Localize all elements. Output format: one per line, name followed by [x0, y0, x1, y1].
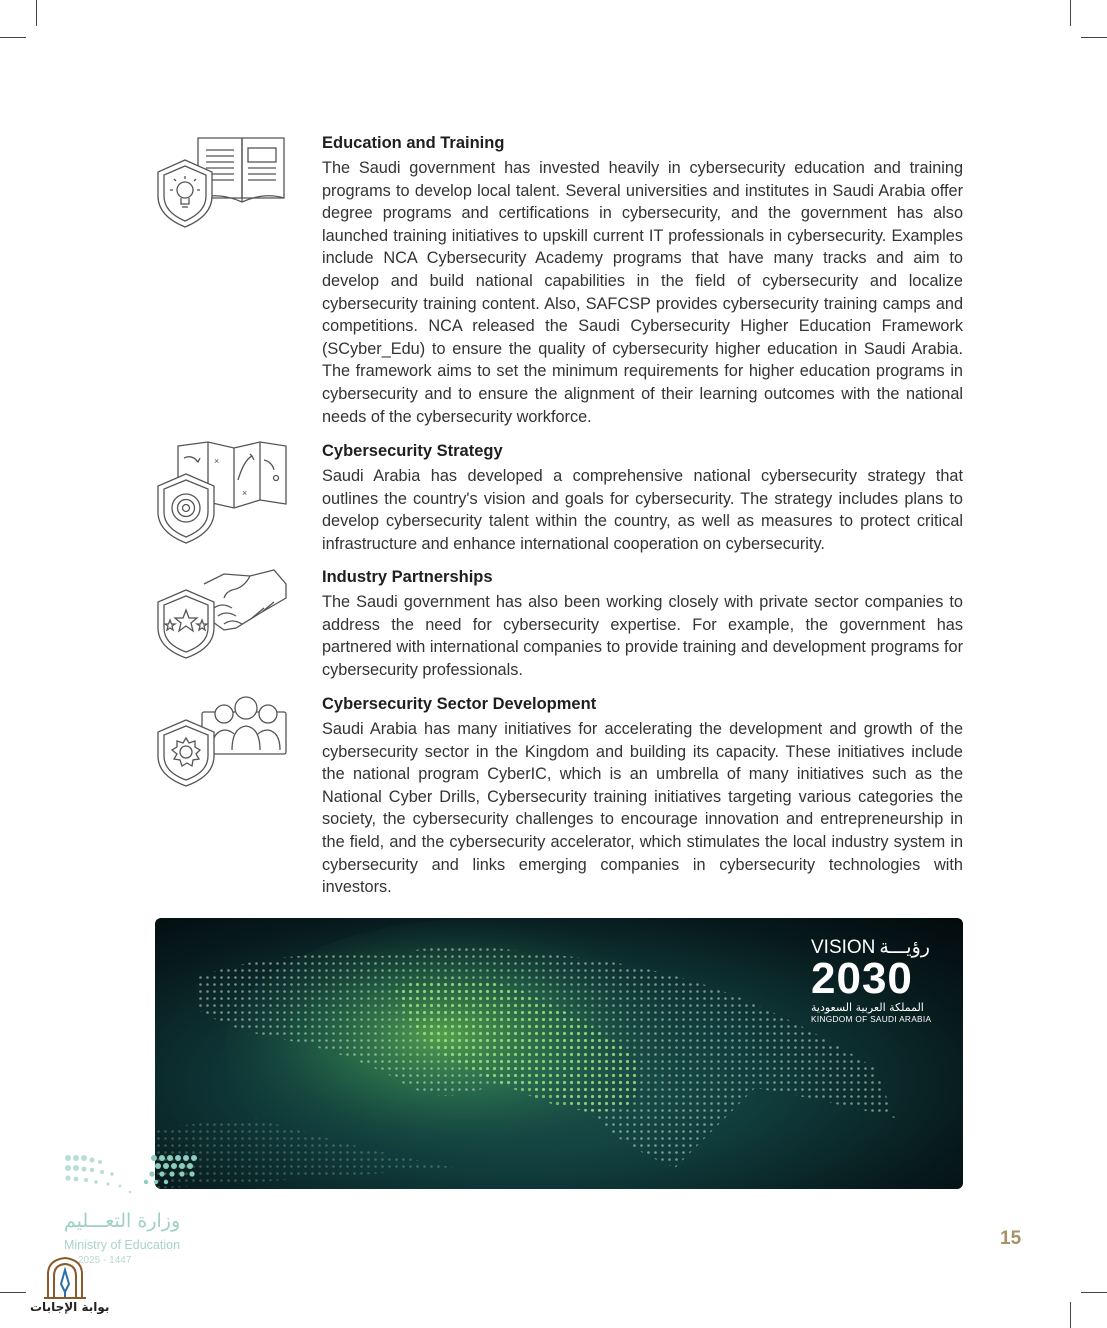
ministry-name-en: Ministry of Education [64, 1238, 181, 1252]
crop-mark [1070, 0, 1071, 26]
section-cybersecurity-strategy [322, 441, 963, 555]
svg-text:×: × [214, 456, 220, 466]
section-title: Cybersecurity Strategy [322, 442, 503, 460]
body-line: cybersecurity training content. Also, SAFCSP provides cybersecurity training camps [322, 294, 936, 313]
section-education-training [322, 133, 963, 428]
page-number: 15 [1000, 1228, 1022, 1249]
vision-label-ar: رؤيـــة [879, 936, 930, 958]
body-line: Saudi Arabia has developed a comprehensive national cybersecurity strategy that [322, 467, 963, 485]
body-line: programs to develop local talent. Several universities and institutes in Saudi Arabia [322, 181, 931, 200]
ministry-name-ar: وزارة التعـــليم [64, 1210, 181, 1232]
body-line: critical infrastructure and enhance international cooperation on cybersecurity. [322, 512, 963, 553]
body-line: offer degree programs and certifications in cybersecurity, and the government has [322, 181, 963, 223]
body-line: categories the society, the cybersecurity challenges to encourage innovation and [322, 787, 963, 829]
vision-label: VISION [811, 937, 876, 958]
sector-shield-gear-people-icon [152, 694, 290, 788]
section-industry-partnerships [322, 567, 963, 681]
section-body [322, 465, 963, 555]
body-line: also launched training initiatives to upskill current IT professionals in cybersecurity. [322, 204, 963, 245]
vision-year: 2030 [811, 954, 913, 1003]
body-line: to address the need for cybersecurity expertise. For example, the government has [322, 593, 963, 634]
section-sector-development [322, 694, 963, 899]
body-line: (SCyber_Edu) to ensure the quality of cybersecurity higher education in Saudi Arabia. [322, 339, 963, 358]
answers-portal-logo-icon [44, 1256, 86, 1300]
kingdom-name-en: KINGDOM OF SAUDI ARABIA [811, 1014, 932, 1024]
education-shield-book-icon [152, 134, 288, 230]
section-title: Cybersecurity Sector Development [322, 695, 597, 713]
kingdom-name-ar: المملكة العربية السعودية [811, 1001, 924, 1014]
body-line: in cybersecurity and to ensure the alignment of their learning outcomes with the [322, 362, 963, 403]
answers-portal-name: بوابة الإجابات [30, 1300, 110, 1314]
body-line: include the national program CyberIC, which is an umbrella of many initiatives such [322, 742, 963, 784]
body-line: The Saudi government has invested heavily in cybersecurity education and training [322, 159, 963, 177]
body-line: Examples include NCA Cybersecurity Academy programs that have many tracks and [322, 226, 963, 268]
section-body [322, 718, 963, 899]
crop-mark [1081, 1292, 1107, 1293]
body-line: as the National Cyber Drills, Cybersecurity training initiatives targeting various [322, 765, 963, 806]
crop-mark [1070, 1302, 1071, 1328]
body-line: The Saudi government has also been working closely with private sector companies [322, 593, 950, 611]
body-line: and competitions. NCA released the Saudi Cybersecurity Higher Education Framework [322, 294, 963, 336]
body-line: aim to develop and build national capabilities in the field of cybersecurity and localize [322, 249, 963, 290]
section-body [322, 157, 963, 428]
crop-mark [36, 0, 37, 26]
body-line: Saudi Arabia has many initiatives for accelerating the development and growth of [322, 720, 941, 738]
vision-2030-logo [811, 936, 941, 1024]
body-line: entrepreneurship in the field, and the cybersecurity accelerator, which stimulates [322, 810, 963, 851]
ministry-logo-dots-icon [62, 1152, 202, 1198]
section-body [322, 591, 963, 681]
body-line: The framework aims to set the minimum requirements for higher education programs [322, 362, 951, 381]
body-line: the cybersecurity sector in the Kingdom and building its capacity. These initiatives [322, 720, 963, 761]
section-title: Education and Training [322, 134, 505, 152]
partnership-shield-handshake-icon [152, 568, 290, 660]
body-line: the local industry system in cybersecurity and links emerging companies in [322, 832, 963, 874]
svg-text:×: × [242, 488, 248, 498]
body-line: to develop cybersecurity talent within the country, as well as measures to protect [322, 489, 963, 531]
strategy-shield-map-icon [152, 440, 290, 544]
crop-mark [0, 1292, 26, 1293]
crop-mark [1081, 37, 1107, 38]
body-line: national needs of the cybersecurity workforce. [322, 384, 963, 426]
ministry-years: 2025 - 1447 [78, 1255, 132, 1266]
crop-mark [0, 37, 26, 38]
section-title: Industry Partnerships [322, 568, 493, 586]
body-line: partnered with international companies to provide training and development [322, 638, 871, 657]
body-line: outlines the country's vision and goals for cybersecurity. The strategy includes plans [322, 489, 950, 508]
body-line: cybersecurity technologies with investors. [322, 855, 963, 897]
vision-2030-banner [155, 918, 963, 1189]
body-line: programs for cybersecurity professionals. [322, 638, 963, 679]
